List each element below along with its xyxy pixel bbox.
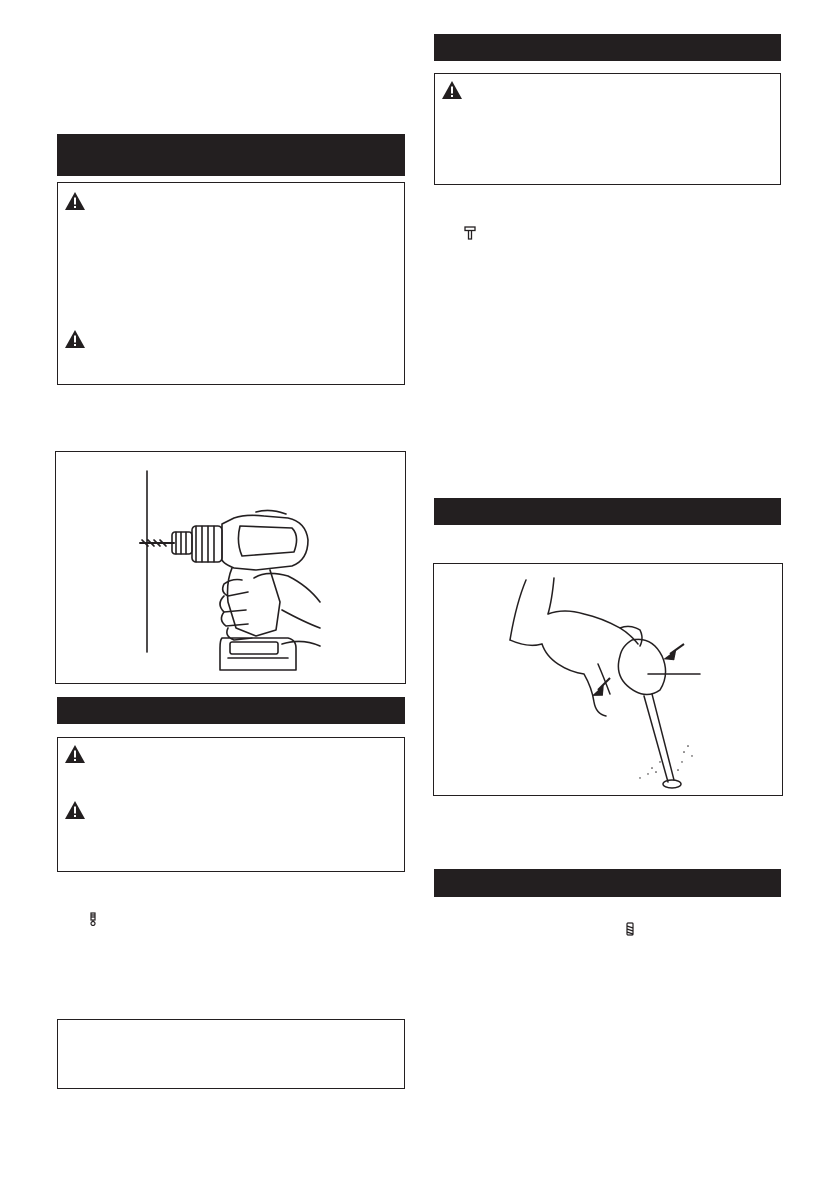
- warning-triangle-icon: [64, 744, 86, 764]
- right-warning-box-1: [434, 73, 781, 185]
- left-warning-box-1: [57, 182, 405, 385]
- warning-triangle-icon: [441, 80, 463, 100]
- left-warning-box-2: [57, 737, 405, 872]
- left-note-box: [57, 1019, 405, 1089]
- screwdriving-mode-icon: [88, 912, 98, 926]
- blow-out-bulb-illustration: [434, 564, 782, 795]
- warning-triangle-icon: [64, 329, 86, 349]
- hammer-mode-icon: [464, 226, 476, 240]
- left-section-header-1: [57, 134, 405, 176]
- drilling-mode-icon: [625, 922, 635, 936]
- warning-triangle-icon: [64, 191, 86, 211]
- figure-blow-out-bulb: [433, 563, 783, 796]
- left-section-header-2: [57, 697, 405, 724]
- warning-triangle-icon: [64, 800, 86, 820]
- figure-drill-alignment: [55, 451, 406, 684]
- right-section-header-2: [434, 498, 781, 525]
- right-section-header-3: [434, 869, 781, 897]
- drill-illustration: [56, 452, 405, 683]
- right-section-header-1: [434, 34, 781, 61]
